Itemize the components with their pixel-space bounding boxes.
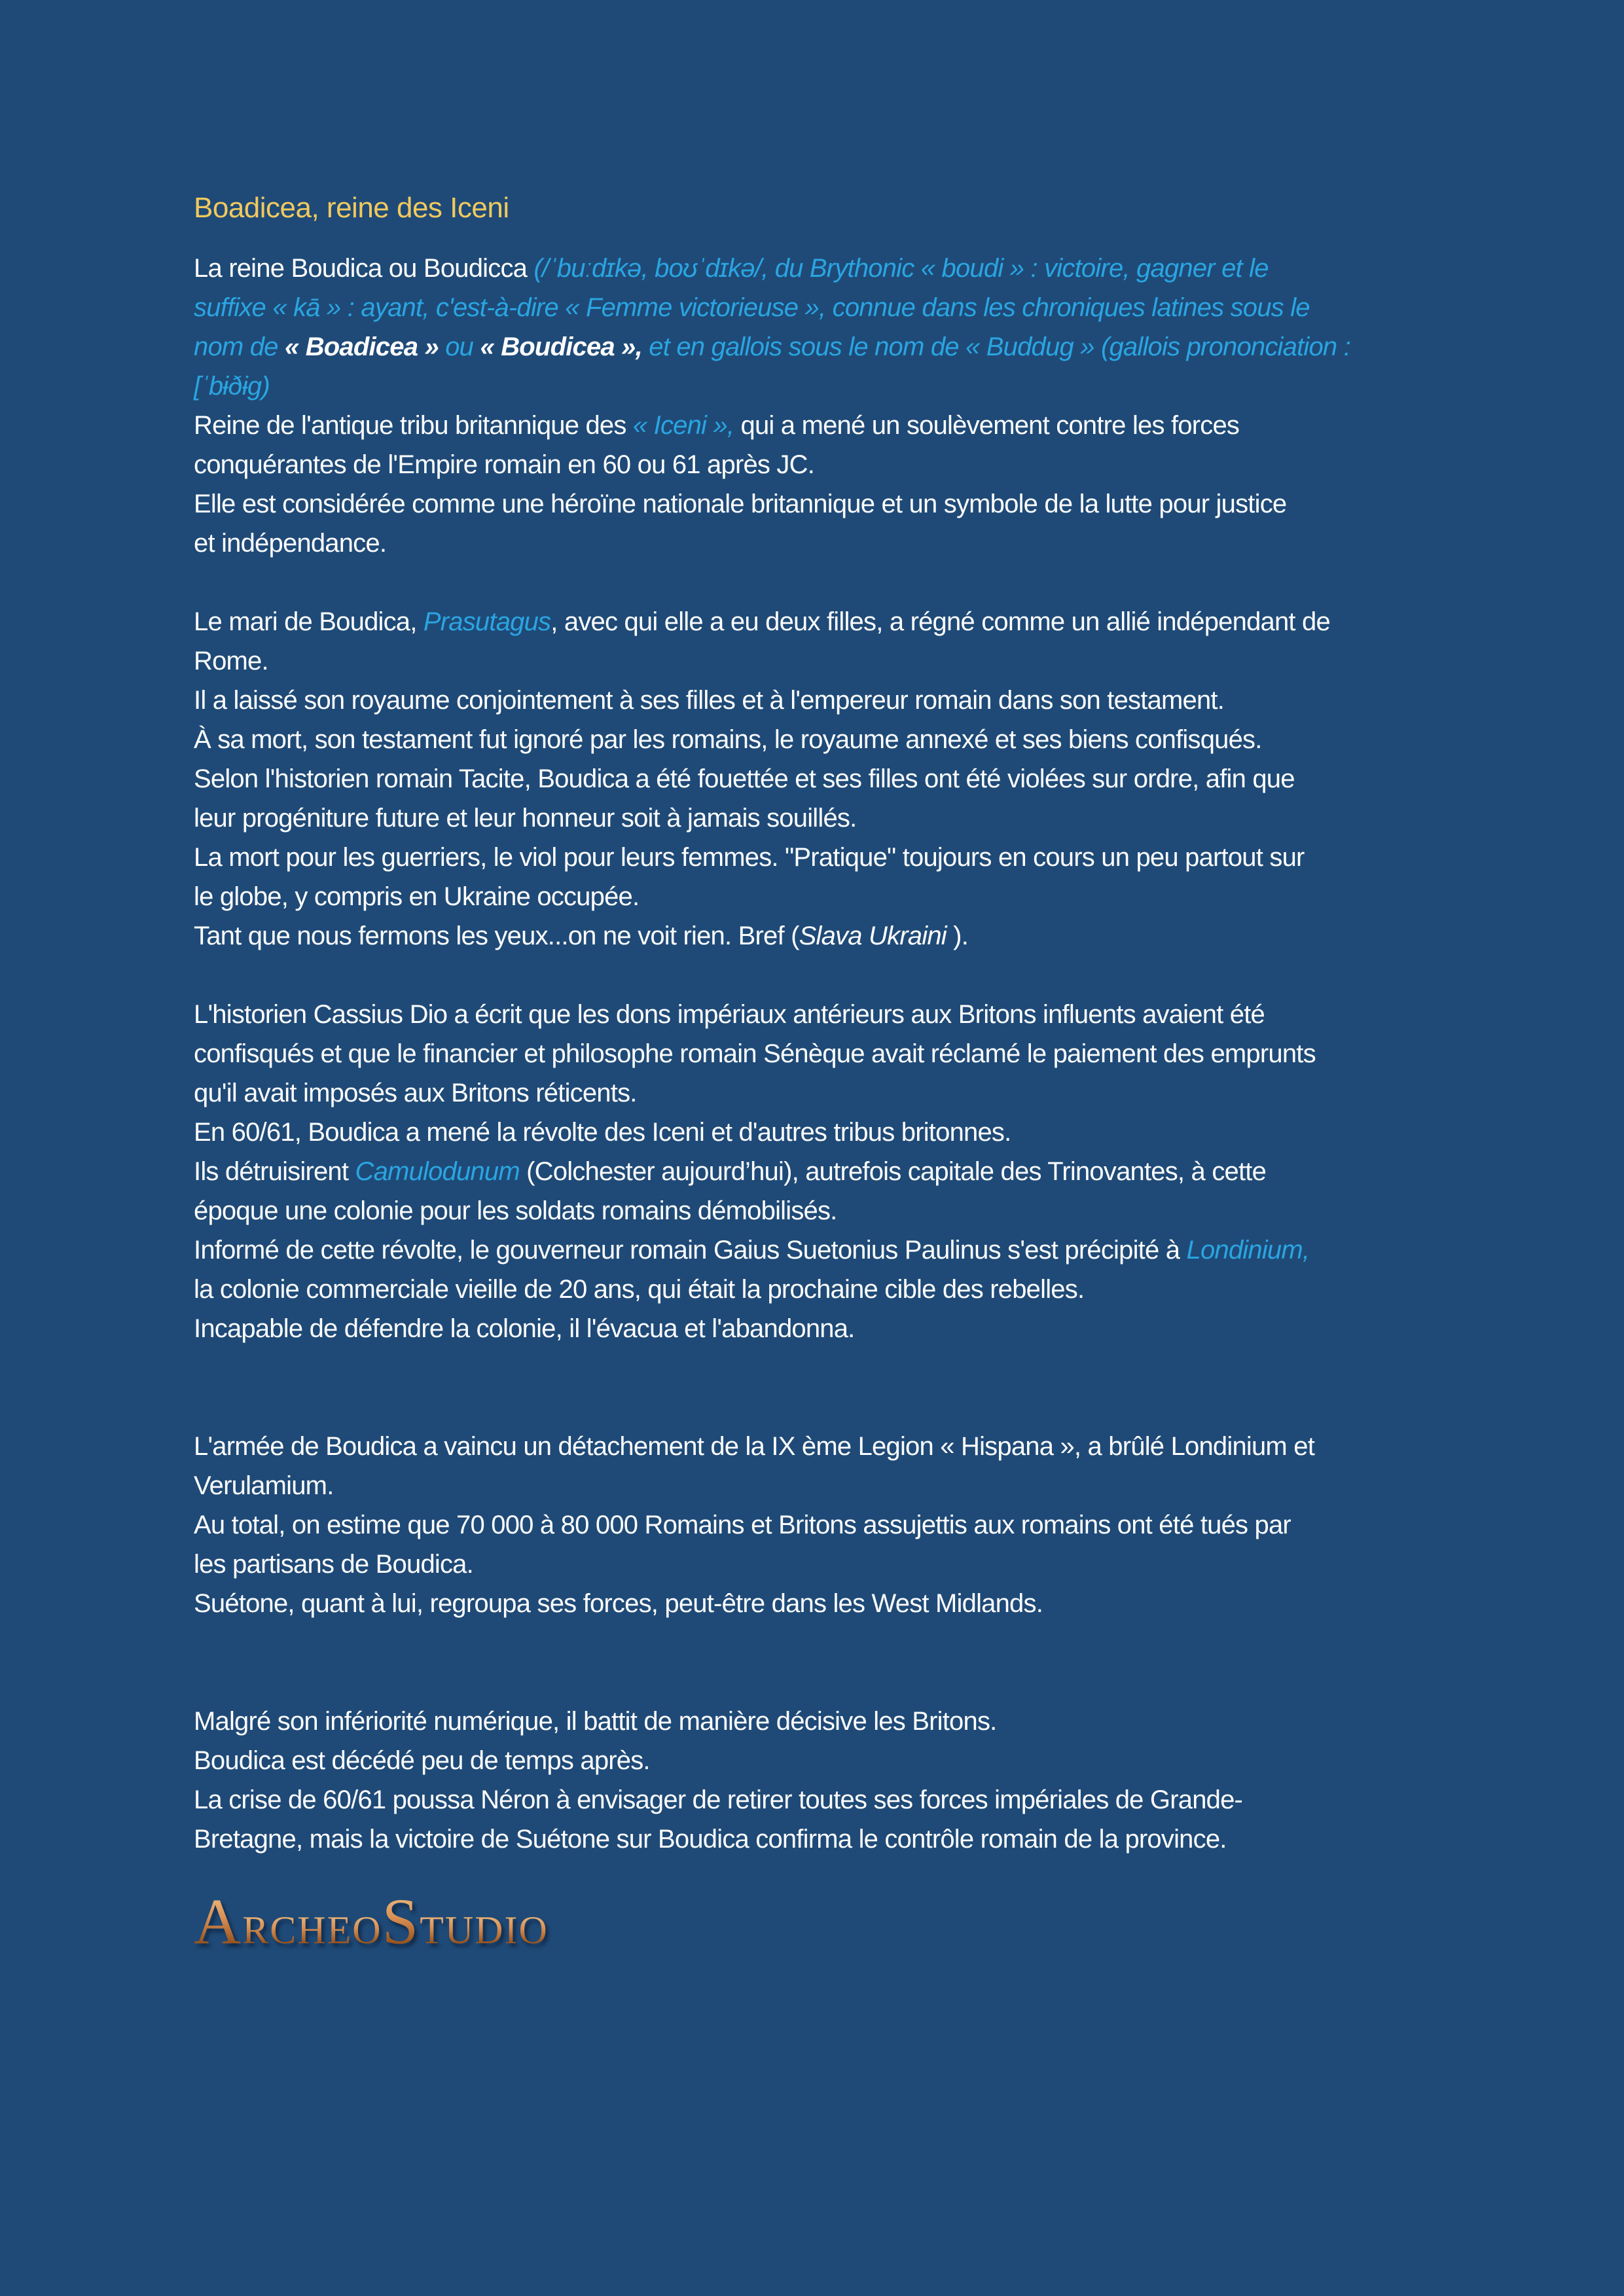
text-line — [194, 288, 1444, 327]
text-segment: qui a mené un soulèvement contre les forces — [740, 411, 1240, 440]
text-segment: La mort pour les guerriers, le viol pour leurs femmes. "Pratique" toujours en cours un peu partout sur — [194, 843, 1305, 872]
text-line — [194, 1820, 1444, 1859]
text-content — [194, 188, 1444, 1963]
text-segment: Slava Ukraini — [799, 922, 954, 950]
text-segment: Tant que nous fermons les yeux...on ne voit rien. Bref ( — [194, 922, 799, 950]
text-segment: À sa mort, son testament fut ignoré par les romains, le royaume annexé et ses biens confisqués. — [194, 725, 1262, 754]
highlight-text: nom de — [194, 332, 285, 361]
text-line — [194, 1113, 1444, 1152]
text-segment: « Boadicea » — [284, 332, 439, 361]
logo-letter: RCHEO — [242, 1909, 382, 1952]
highlight-text: Camulodunum — [355, 1157, 520, 1186]
text-line — [194, 1505, 1444, 1545]
text-segment: Incapable de défendre la colonie, il l'évacua et l'abandonna. — [194, 1314, 855, 1343]
blank-line — [194, 956, 1444, 995]
text-line — [194, 1741, 1444, 1780]
blank-line — [194, 1662, 1444, 1702]
text-line — [194, 1584, 1444, 1623]
text-segment: conquérantes de l'Empire romain en 60 ou 61 après JC. — [194, 450, 815, 479]
text-line — [194, 1309, 1444, 1348]
blank-line — [194, 1388, 1444, 1427]
text-line — [194, 1152, 1444, 1191]
logo-letter: TUDIO — [420, 1909, 549, 1952]
blank-line — [194, 563, 1444, 602]
text-line — [194, 1230, 1444, 1270]
text-line — [194, 524, 1444, 563]
text-line — [194, 1073, 1444, 1113]
text-line — [194, 327, 1444, 367]
text-segment: qu'il avait imposés aux Britons réticents. — [194, 1079, 637, 1107]
text-segment: et indépendance. — [194, 529, 387, 558]
text-line — [194, 798, 1444, 838]
text-line — [194, 681, 1444, 720]
text-line — [194, 406, 1444, 445]
text-segment: Elle est considérée comme une héroïne nationale britannique et un symbole de la lutte pour justice — [194, 490, 1287, 518]
text-line — [194, 1034, 1444, 1073]
text-segment: Reine de l'antique tribu britannique des — [194, 411, 633, 440]
text-line — [194, 916, 1444, 956]
text-segment: « Boudicea », — [480, 332, 642, 361]
blank-line — [194, 1623, 1444, 1662]
highlight-text: Londinium, — [1186, 1236, 1310, 1265]
highlight-text: et en gallois sous le nom de « Buddug » (gallois prononciation : — [641, 332, 1351, 361]
text-segment: Au total, on estime que 70 000 à 80 000 Romains et Britons assujettis aux romains ont été tués par — [194, 1511, 1291, 1539]
text-line — [194, 995, 1444, 1034]
text-segment: Le mari de Boudica, — [194, 607, 424, 636]
text-segment: les partisans de Boudica. — [194, 1550, 473, 1579]
text-segment: Rome. — [194, 647, 268, 675]
text-line — [194, 1780, 1444, 1820]
body-text — [194, 249, 1444, 1859]
highlight-text: « Iceni », — [632, 411, 741, 440]
text-segment: leur progéniture future et leur honneur soit à jamais souillés. — [194, 804, 857, 833]
text-segment: époque une colonie pour les soldats romains démobilisés. — [194, 1196, 837, 1225]
text-line — [194, 1427, 1444, 1466]
highlight-text: [ˈbɨðɨg) — [194, 372, 270, 401]
text-line — [194, 1191, 1444, 1230]
text-segment: L'armée de Boudica a vaincu un détachement de la IX ème Legion « Hispana », a brûlé Londinium et — [194, 1432, 1315, 1461]
text-line — [194, 1702, 1444, 1741]
highlight-text: (/ˈbuːdɪkə, boʊˈdɪkə/, du Brythonic « boudi » : victoire, gagner et le — [533, 254, 1269, 283]
text-line — [194, 445, 1444, 484]
text-line — [194, 484, 1444, 524]
text-line — [194, 602, 1444, 641]
text-segment: Verulamium. — [194, 1471, 334, 1500]
text-line — [194, 1270, 1444, 1309]
text-segment: Informé de cette révolte, le gouverneur romain Gaius Suetonius Paulinus s'est précipité à — [194, 1236, 1187, 1265]
text-segment: La reine Boudica ou Boudicca — [194, 254, 534, 283]
text-line — [194, 249, 1444, 288]
text-segment: La crise de 60/61 poussa Néron à envisager de retirer toutes ses forces impériales de Grande- — [194, 1785, 1243, 1814]
text-segment: Ils détruisirent — [194, 1157, 355, 1186]
text-line — [194, 1545, 1444, 1584]
text-line — [194, 877, 1444, 916]
text-segment: Suétone, quant à lui, regroupa ses forces, peut-être dans les West Midlands. — [194, 1589, 1043, 1618]
text-segment: (Colchester aujourd’hui), autrefois capitale des Trinovantes, à cette — [519, 1157, 1267, 1186]
text-segment: ). — [953, 922, 969, 950]
text-line — [194, 641, 1444, 681]
text-segment: confisqués et que le financier et philosophe romain Sénèque avait réclamé le paiement des emprunts — [194, 1039, 1316, 1068]
text-segment: la colonie commerciale vieille de 20 ans, qui était la prochaine cible des rebelles. — [194, 1275, 1085, 1304]
text-line — [194, 1466, 1444, 1505]
text-line — [194, 367, 1444, 406]
page-title: Boadicea, reine des Iceni — [194, 192, 509, 224]
highlight-text: Prasutagus — [423, 607, 551, 636]
highlight-text: ou — [438, 332, 480, 361]
text-segment: En 60/61, Boudica a mené la révolte des Iceni et d'autres tribus britonnes. — [194, 1118, 1011, 1147]
archeostudio-logo — [194, 1885, 1444, 1963]
logo-letter: A — [194, 1885, 243, 1958]
blank-line — [194, 1348, 1444, 1388]
highlight-text: suffixe « kā » : ayant, c'est-à-dire « Femme victorieuse », connue dans les chroniques latines sous le — [194, 293, 1310, 322]
text-segment: Il a laissé son royaume conjointement à ses filles et à l'empereur romain dans son testament. — [194, 686, 1225, 715]
text-line — [194, 759, 1444, 798]
text-segment: L'historien Cassius Dio a écrit que les dons impériaux antérieurs aux Britons influents avaient été — [194, 1000, 1265, 1029]
text-segment: , avec qui elle a eu deux filles, a régné comme un allié indépendant de — [550, 607, 1330, 636]
text-line — [194, 838, 1444, 877]
text-segment: Selon l'historien romain Tacite, Boudica a été fouettée et ses filles ont été violées sur ordre, afin que — [194, 764, 1295, 793]
text-line — [194, 720, 1444, 759]
text-segment: le globe, y compris en Ukraine occupée. — [194, 882, 640, 911]
text-segment: Malgré son infériorité numérique, il battit de manière décisive les Britons. — [194, 1707, 997, 1736]
logo-letter: S — [382, 1885, 420, 1958]
text-segment: Boudica est décédé peu de temps après. — [194, 1746, 650, 1775]
text-segment: Bretagne, mais la victoire de Suétone sur Boudica confirma le contrôle romain de la province. — [194, 1825, 1227, 1854]
